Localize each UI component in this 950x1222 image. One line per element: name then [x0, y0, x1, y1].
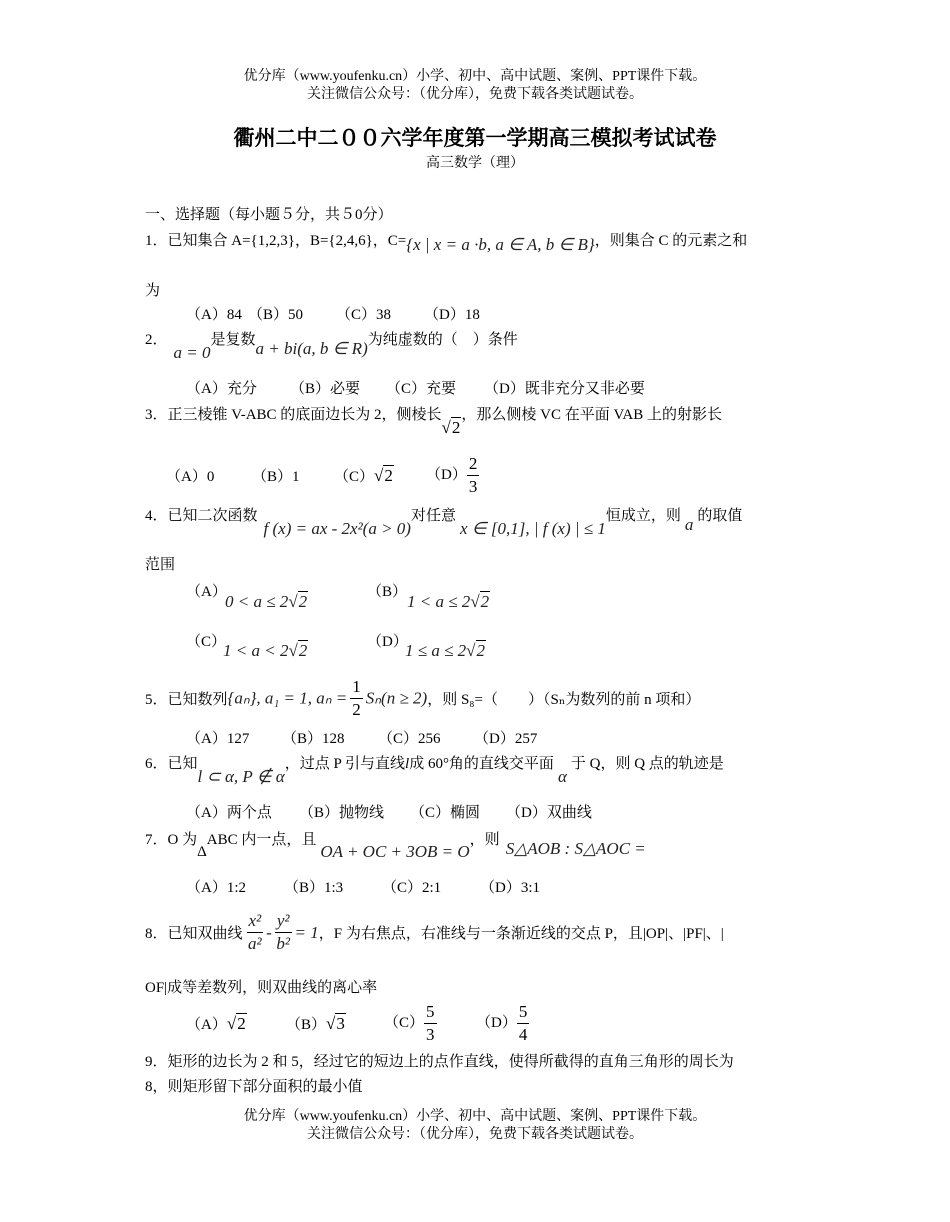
q5-math-2: Sₙ(n ≥ 2)	[365, 688, 428, 708]
q8-options	[186, 1001, 529, 1046]
q8-fraction-x	[247, 910, 264, 955]
q8-option-c	[384, 1001, 476, 1046]
q2-post: 为纯虚数的（ ）条件	[367, 332, 518, 348]
q2-option-a: （A）充分	[186, 381, 257, 397]
q6-math-2: α	[557, 767, 567, 786]
q8-f2-den: b²	[276, 934, 290, 953]
q5-options	[186, 727, 537, 748]
q1-text-post: ，则集合 C 的元素之和	[594, 233, 748, 249]
question-2	[145, 328, 518, 362]
q8-f2-num: y²	[275, 910, 292, 933]
q2-option-c: （C）充要	[386, 381, 457, 397]
q7-triangle: Δ	[197, 844, 207, 860]
q3-sqrt: √2	[441, 418, 461, 437]
q4-option-a-math: 0 < a ≤ 2	[225, 592, 289, 611]
q4-option-c-label: （C）	[186, 634, 227, 650]
q4-option-b-label: （B）	[367, 584, 408, 600]
q6-options	[186, 801, 592, 822]
q1-wrap: 为	[145, 283, 161, 299]
q6-math-1: l ⊂ α, P ∉ α	[197, 767, 285, 786]
q3-option-d-fraction	[467, 453, 480, 498]
question-1	[145, 229, 748, 254]
footer-line-2: 关注微信公众号：（优分库），免费下载各类试题试卷。	[307, 1127, 643, 1142]
q7-option-c: （C）2:1	[382, 880, 442, 896]
q4-option-b	[407, 592, 490, 612]
q7-math-2: S△AOB : S△AOC =	[505, 839, 646, 858]
footer-line-1: 优分库（www.youfenku.cn）小学、初中、高中试题、案例、PPT课件下载。	[243, 1109, 707, 1124]
question-7	[145, 828, 646, 861]
q2-option-d: （D）既非充分又非必要	[484, 381, 645, 397]
q8-f1-den: a²	[248, 934, 262, 953]
q7-math-1: OA + OC + 3OB = O	[320, 842, 470, 861]
q2-mid: 是复数	[210, 332, 256, 348]
q8-pre: 8．已知双曲线	[145, 926, 243, 942]
q3-option-d	[426, 453, 479, 498]
q8-post: ，F 为右焦点，右准线与一条渐近线的交点 P，且|OP|、|PF|、|	[318, 926, 724, 942]
q5-pre: 5．已知数列	[145, 692, 228, 708]
q5-option-b: （B）128	[282, 731, 345, 747]
q4-math-3: a	[684, 515, 694, 534]
q4-option-c-sqrt: √2	[288, 641, 308, 660]
q4-option-d-radicand: 2	[476, 641, 486, 660]
section-heading: 一、选择题（每小题５分，共５0分）	[145, 207, 393, 223]
header-line-1: 优分库（www.youfenku.cn）小学、初中、高中试题、案例、PPT课件下载。	[243, 69, 707, 84]
q8-option-a-radicand: 2	[237, 1014, 246, 1033]
q4-option-a-sqrt: √2	[288, 592, 308, 611]
q4-math-1: f (x) = ax - 2x²(a > 0)	[263, 519, 411, 538]
q4-math-2: x ∈ [0,1], | f (x) | ≤ 1	[460, 519, 606, 538]
question-9-line-2: 8，则矩形留下部分面积的最小值	[145, 1079, 363, 1095]
q6-pre: 6．已知	[145, 756, 198, 772]
q2-options	[186, 377, 645, 398]
q6-option-a: （A）两个点	[186, 805, 272, 821]
q1-options	[186, 303, 480, 324]
q5-frac-num: 1	[350, 676, 363, 699]
q8-option-d-den: 4	[518, 1025, 528, 1044]
q4-option-d-sqrt: √2	[466, 641, 486, 660]
q5-math-1: {aₙ}, a₁ = 1, aₙ =	[227, 688, 348, 708]
q4-option-c	[223, 641, 308, 661]
q8-option-b-sqrt: √3	[326, 1014, 345, 1033]
q7-mid: ABC 内一点，且	[206, 832, 317, 848]
q8-option-a-label: （A）	[186, 1017, 227, 1033]
q7-mid-2: ，则	[469, 832, 500, 848]
q8-option-c-den: 3	[426, 1025, 435, 1044]
q3-options	[166, 453, 479, 498]
question-9-line-1: 9．矩形的边长为 2 和 5，经过它的短边上的点作直线，使得所截得的直角三角形的周长为	[145, 1054, 734, 1070]
q8-fraction-y	[275, 910, 292, 955]
q3-option-d-label: （D）	[426, 466, 467, 483]
q2-num: 2．	[145, 332, 168, 348]
q8-option-b-label: （B）	[286, 1017, 327, 1033]
q8-option-d-num: 5	[517, 1001, 530, 1024]
q8-option-d	[476, 1001, 529, 1046]
q5-frac-den: 2	[352, 700, 361, 719]
q4-option-b-math: 1 < a ≤ 2	[407, 592, 471, 611]
q5-option-d: （D）257	[474, 731, 538, 747]
q6-mid-2: 成 60°角的直线交平面	[409, 756, 554, 772]
q3-option-d-num: 2	[467, 453, 480, 476]
q3-post: ，那么侧棱 VC 在平面 VAB 上的射影长	[461, 407, 722, 423]
q4-pre: 4．已知二次函数	[145, 508, 258, 524]
q4-option-a	[225, 592, 308, 612]
header-line-2: 关注微信公众号：（优分库），免费下载各类试题试卷。	[307, 87, 643, 102]
q4-option-a-label: （A）	[186, 584, 227, 600]
q4-option-b-sqrt: √2	[470, 592, 490, 611]
q8-wrap: OF|成等差数列，则双曲线的离心率	[145, 980, 378, 996]
q7-options	[186, 876, 540, 897]
q6-mid: ，过点 P 引与直线	[284, 756, 406, 772]
question-6	[145, 752, 724, 786]
q8-minus: -	[266, 922, 272, 942]
q4-option-c-radicand: 2	[298, 641, 308, 660]
q8-option-d-label: （D）	[476, 1014, 517, 1031]
q4-option-d-math: 1 ≤ a ≤ 2	[405, 641, 467, 660]
page-subtitle: 高三数学（理）	[426, 156, 524, 171]
q3-option-a: （A）0	[166, 469, 215, 485]
q6-l: l	[405, 756, 410, 772]
q1-option-d: （D）18	[424, 307, 480, 323]
q3-option-c-label: （C）	[334, 469, 375, 485]
q7-pre: 7．O 为	[145, 832, 198, 848]
q8-f1-num: x²	[247, 910, 264, 933]
q8-option-b	[286, 1013, 384, 1034]
q8-option-c-num: 5	[424, 1001, 437, 1024]
q4-option-a-radicand: 2	[298, 592, 308, 611]
q2-math-2: a + bi(a, b ∈ R)	[255, 339, 368, 358]
q6-option-c: （C）椭圆	[410, 805, 481, 821]
q5-option-a: （A）127	[186, 731, 250, 747]
q5-fraction	[350, 676, 363, 721]
q8-option-a-sqrt: √2	[226, 1014, 246, 1033]
q4-wrap: 范围	[145, 557, 176, 573]
q2-option-b: （B）必要	[290, 381, 361, 397]
page-title: 衢州二中二００六学年度第一学期高三模拟考试试卷	[233, 126, 717, 150]
question-3	[145, 403, 722, 437]
q3-sqrt-radicand: 2	[451, 418, 461, 437]
q1-text: 1．已知集合 A={1,2,3}，B={2,4,6}，C=	[145, 233, 407, 249]
question-4	[145, 504, 743, 538]
question-5	[145, 676, 700, 721]
q4-post-1: 恒成立，则	[605, 508, 681, 524]
q3-option-c	[334, 465, 426, 486]
q7-option-a: （A）1:2	[186, 880, 247, 896]
q3-pre: 3．正三棱锥 V-ABC 的底面边长为 2，侧棱长	[145, 407, 442, 423]
q4-option-b-radicand: 2	[480, 592, 490, 611]
q6-option-d: （D）双曲线	[506, 805, 592, 821]
q6-post: 于 Q，则 Q 点的轨迹是	[570, 756, 724, 772]
q8-option-d-fraction	[517, 1001, 530, 1046]
q8-eq: = 1	[294, 922, 319, 942]
q8-option-b-radicand: 3	[336, 1014, 345, 1033]
q3-option-d-den: 3	[468, 477, 478, 496]
q4-mid: 对任意	[410, 508, 456, 524]
q4-option-c-math: 1 < a < 2	[223, 641, 289, 660]
q3-option-c-sqrt: √2	[374, 466, 393, 485]
q6-option-b: （B）抛物线	[299, 805, 385, 821]
q8-option-c-fraction	[424, 1001, 437, 1046]
q3-option-c-radicand: 2	[384, 466, 393, 485]
q1-option-c: （C）38	[336, 307, 392, 323]
q8-option-c-label: （C）	[384, 1014, 425, 1031]
q1-option-b: （B）50	[248, 307, 304, 323]
q4-option-d-label: （D）	[367, 634, 408, 650]
q8-option-a	[186, 1013, 286, 1034]
q7-option-b: （B）1:3	[284, 880, 344, 896]
q5-option-c: （C）256	[378, 731, 441, 747]
q1-math: {x | x = a ·b, a ∈ A, b ∈ B}	[406, 235, 595, 254]
q2-math-1: a = 0	[173, 343, 211, 362]
q3-option-b: （B）1	[252, 469, 300, 485]
q7-option-d: （D）3:1	[480, 880, 541, 896]
question-8	[145, 910, 724, 955]
q5-post: ，则 S₈=（ ）（Sₙ为数列的前 n 项和）	[427, 692, 701, 708]
q4-post-2: 的取值	[697, 508, 743, 524]
q4-option-d	[405, 641, 486, 661]
q1-option-a: （A）84	[186, 307, 242, 323]
